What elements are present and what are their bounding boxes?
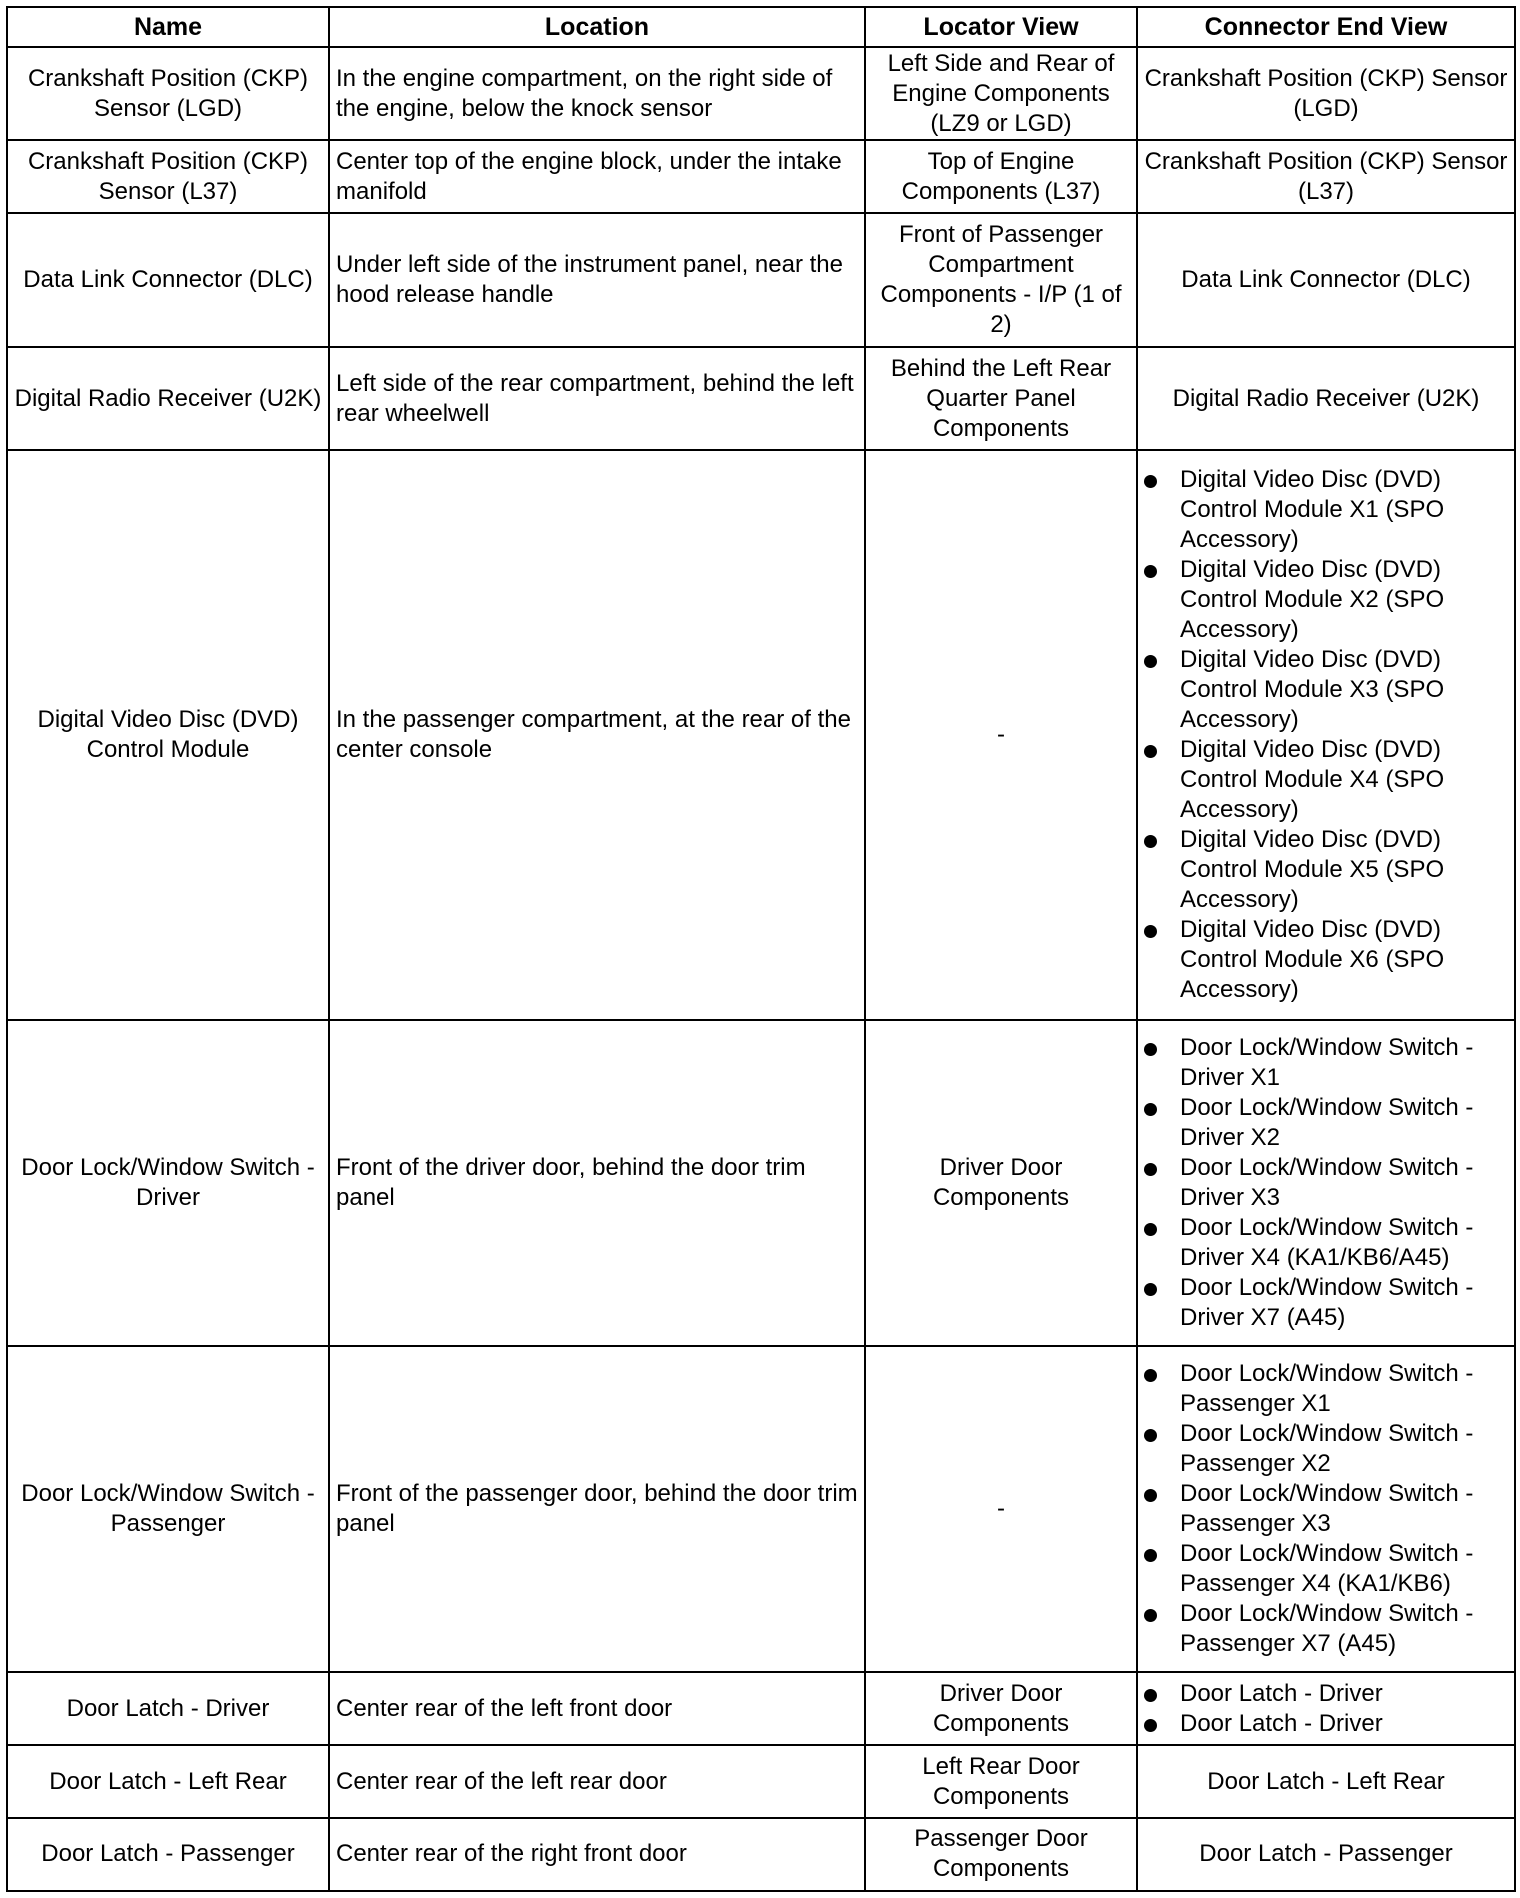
connector-list: [1144, 1033, 1508, 1333]
cell-locator-view: Passenger Door Components: [865, 1818, 1137, 1891]
connector-item-label: Door Lock/Window Switch - Passenger X2: [1180, 1419, 1474, 1477]
header-location: Location: [329, 7, 865, 47]
table-body: [7, 47, 1515, 1891]
table-header-row: [7, 7, 1515, 47]
connector-item-label: Door Lock/Window Switch - Driver X4 (KA1/KB6/A45): [1180, 1213, 1474, 1271]
cell-location: Center rear of the left front door: [329, 1672, 865, 1745]
cell-location: Front of the driver door, behind the door trim panel: [329, 1020, 865, 1346]
cell-component-name: Door Latch - Passenger: [7, 1818, 329, 1891]
cell-locator-view: Front of Passenger Compartment Components - I/P (1 of 2): [865, 213, 1137, 347]
cell-location: Center rear of the left rear door: [329, 1745, 865, 1818]
table-row: [7, 1745, 1515, 1818]
bullet-icon: [1144, 1369, 1157, 1382]
bullet-icon: [1144, 1429, 1157, 1442]
cell-component-name: Door Lock/Window Switch - Passenger: [7, 1346, 329, 1672]
cell-location: Center rear of the right front door: [329, 1818, 865, 1891]
cell-locator-view: -: [865, 1346, 1137, 1672]
table-row: [7, 1346, 1515, 1672]
bullet-icon: [1144, 655, 1157, 668]
cell-connector-end-view: [1137, 450, 1515, 1019]
cell-locator-view: Top of Engine Components (L37): [865, 140, 1137, 213]
list-item: [1144, 1153, 1508, 1213]
connector-item-label: Door Lock/Window Switch - Passenger X1: [1180, 1359, 1474, 1417]
list-item: [1144, 1273, 1508, 1333]
connector-item-label: Digital Video Disc (DVD) Control Module X2 (SPO Accessory): [1180, 555, 1445, 643]
connector-item-label: Digital Video Disc (DVD) Control Module X4 (SPO Accessory): [1180, 735, 1445, 823]
connector-item-label: Door Latch - Driver: [1180, 1709, 1383, 1737]
list-item: [1144, 1419, 1508, 1479]
cell-locator-view: Driver Door Components: [865, 1672, 1137, 1745]
cell-connector-end-view: Crankshaft Position (CKP) Sensor (L37): [1137, 140, 1515, 213]
cell-location: Front of the passenger door, behind the door trim panel: [329, 1346, 865, 1672]
table-row: [7, 450, 1515, 1019]
connector-item-label: Digital Video Disc (DVD) Control Module X1 (SPO Accessory): [1180, 465, 1445, 553]
table-row: [7, 47, 1515, 140]
cell-locator-view: Left Rear Door Components: [865, 1745, 1137, 1818]
header-name: Name: [7, 7, 329, 47]
connector-item-label: Door Lock/Window Switch - Driver X7 (A45): [1180, 1273, 1474, 1331]
list-item: [1144, 1679, 1508, 1709]
cell-connector-end-view: Door Latch - Left Rear: [1137, 1745, 1515, 1818]
connector-item-label: Door Latch - Driver: [1180, 1679, 1383, 1707]
table-row: [7, 347, 1515, 450]
list-item: [1144, 465, 1508, 555]
bullet-icon: [1144, 1689, 1157, 1702]
cell-connector-end-view: [1137, 1020, 1515, 1346]
connector-list: [1144, 1679, 1508, 1739]
cell-connector-end-view: Data Link Connector (DLC): [1137, 213, 1515, 347]
bullet-icon: [1144, 1283, 1157, 1296]
header-locator-view: Locator View: [865, 7, 1137, 47]
bullet-icon: [1144, 1549, 1157, 1562]
cell-location: Under left side of the instrument panel, near the hood release handle: [329, 213, 865, 347]
cell-location: Left side of the rear compartment, behind the left rear wheelwell: [329, 347, 865, 450]
list-item: [1144, 645, 1508, 735]
bullet-icon: [1144, 745, 1157, 758]
list-item: [1144, 735, 1508, 825]
cell-location: In the engine compartment, on the right side of the engine, below the knock sensor: [329, 47, 865, 140]
cell-connector-end-view: Digital Radio Receiver (U2K): [1137, 347, 1515, 450]
bullet-icon: [1144, 1609, 1157, 1622]
cell-component-name: Door Latch - Driver: [7, 1672, 329, 1745]
bullet-icon: [1144, 1223, 1157, 1236]
list-item: [1144, 1539, 1508, 1599]
list-item: [1144, 1359, 1508, 1419]
connector-item-label: Door Lock/Window Switch - Passenger X4 (KA1/KB6): [1180, 1539, 1474, 1597]
connector-item-label: Door Lock/Window Switch - Passenger X3: [1180, 1479, 1474, 1537]
bullet-icon: [1144, 835, 1157, 848]
list-item: [1144, 555, 1508, 645]
cell-component-name: Crankshaft Position (CKP) Sensor (LGD): [7, 47, 329, 140]
connector-item-label: Digital Video Disc (DVD) Control Module X3 (SPO Accessory): [1180, 645, 1445, 733]
header-connector-end-view: Connector End View: [1137, 7, 1515, 47]
list-item: [1144, 915, 1508, 1005]
table-row: [7, 1818, 1515, 1891]
table-row: [7, 1020, 1515, 1346]
connector-item-label: Door Lock/Window Switch - Driver X3: [1180, 1153, 1474, 1211]
cell-component-name: Digital Video Disc (DVD) Control Module: [7, 450, 329, 1019]
cell-connector-end-view: [1137, 1346, 1515, 1672]
bullet-icon: [1144, 1489, 1157, 1502]
cell-connector-end-view: [1137, 1672, 1515, 1745]
cell-component-name: Data Link Connector (DLC): [7, 213, 329, 347]
bullet-icon: [1144, 1719, 1157, 1732]
connector-item-label: Door Lock/Window Switch - Driver X2: [1180, 1093, 1474, 1151]
table-row: [7, 213, 1515, 347]
table-row: [7, 140, 1515, 213]
connector-list: [1144, 1359, 1508, 1659]
list-item: [1144, 1599, 1508, 1659]
cell-location: Center top of the engine block, under the intake manifold: [329, 140, 865, 213]
component-locator-table: [6, 6, 1516, 1892]
connector-list: [1144, 465, 1508, 1005]
cell-locator-view: Driver Door Components: [865, 1020, 1137, 1346]
bullet-icon: [1144, 475, 1157, 488]
cell-component-name: Digital Radio Receiver (U2K): [7, 347, 329, 450]
cell-connector-end-view: Door Latch - Passenger: [1137, 1818, 1515, 1891]
connector-item-label: Digital Video Disc (DVD) Control Module X5 (SPO Accessory): [1180, 825, 1445, 913]
list-item: [1144, 1479, 1508, 1539]
list-item: [1144, 1093, 1508, 1153]
cell-component-name: Crankshaft Position (CKP) Sensor (L37): [7, 140, 329, 213]
cell-locator-view: Behind the Left Rear Quarter Panel Components: [865, 347, 1137, 450]
cell-component-name: Door Latch - Left Rear: [7, 1745, 329, 1818]
cell-locator-view: Left Side and Rear of Engine Components (LZ9 or LGD): [865, 47, 1137, 140]
bullet-icon: [1144, 925, 1157, 938]
connector-item-label: Door Lock/Window Switch - Driver X1: [1180, 1033, 1474, 1091]
list-item: [1144, 1033, 1508, 1093]
list-item: [1144, 1709, 1508, 1739]
connector-item-label: Digital Video Disc (DVD) Control Module X6 (SPO Accessory): [1180, 915, 1445, 1003]
bullet-icon: [1144, 1103, 1157, 1116]
bullet-icon: [1144, 1043, 1157, 1056]
cell-component-name: Door Lock/Window Switch - Driver: [7, 1020, 329, 1346]
bullet-icon: [1144, 1163, 1157, 1176]
cell-location: In the passenger compartment, at the rear of the center console: [329, 450, 865, 1019]
bullet-icon: [1144, 565, 1157, 578]
cell-connector-end-view: Crankshaft Position (CKP) Sensor (LGD): [1137, 47, 1515, 140]
table-row: [7, 1672, 1515, 1745]
cell-locator-view: -: [865, 450, 1137, 1019]
connector-item-label: Door Lock/Window Switch - Passenger X7 (A45): [1180, 1599, 1474, 1657]
list-item: [1144, 825, 1508, 915]
list-item: [1144, 1213, 1508, 1273]
